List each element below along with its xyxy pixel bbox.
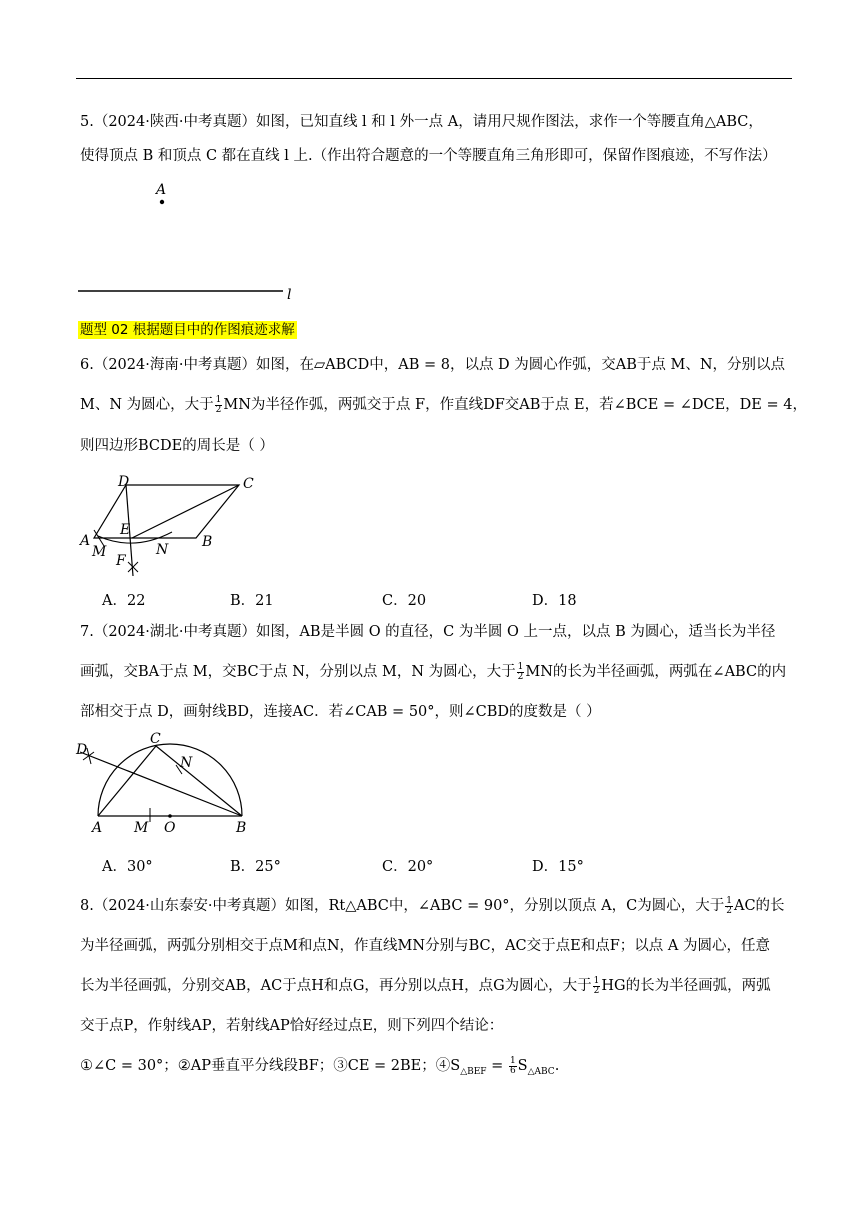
q7-frac-num: 1 (517, 661, 524, 672)
semicircle (98, 744, 242, 816)
q8-frac3-den: 6 (509, 1065, 516, 1076)
q7-figure (74, 730, 264, 842)
q7-frac-den: 2 (517, 671, 524, 682)
segment-ce (132, 485, 239, 538)
q8-line5-part1: ①∠C = 30°；②AP垂直平分线段BF；③CE = 2BE；④S (80, 1058, 461, 1074)
q8-frac1-den: 2 (726, 905, 732, 916)
q8-frac2-den: 2 (593, 985, 600, 996)
q8-line3-part2: HG的长为半径画弧，两弧 (601, 978, 771, 994)
q6-figure (76, 468, 276, 580)
q7-label-c: C (150, 731, 161, 747)
q7-option-b[interactable]: B．25° (230, 859, 281, 875)
q8-frac2-num: 1 (593, 975, 600, 986)
q6-frac-den: 2 (215, 404, 222, 415)
header-rule (76, 78, 792, 79)
q7-text-line2 (80, 662, 786, 682)
q7-label-m: M (134, 820, 149, 836)
q8-line5-s: S (517, 1058, 528, 1074)
section-heading (78, 320, 297, 340)
q8-subscript-bef: △BEF (460, 1066, 487, 1077)
q8-text-line1 (80, 896, 785, 916)
q8-text-line2: 为半径画弧，两弧分别相交于点M和点N，作直线MN分别与BC，AC交于点E和点F；以点 A 为圆心，任意 (80, 938, 770, 954)
q6-label-e: E (120, 522, 131, 538)
q8-line5-equals: = (486, 1058, 508, 1074)
q8-frac1-num: 1 (726, 895, 732, 906)
q8-fraction-2 (593, 977, 601, 996)
q7-label-n: N (180, 755, 193, 771)
q6-label-a: A (80, 533, 91, 549)
q6-option-b[interactable]: B．21 (230, 593, 274, 609)
q8-text-line4: 交于点P，作射线AP，若射线AP恰好经过点E，则下列四个结论： (80, 1018, 504, 1034)
q6-text-line3: 则四边形BCDE的周长是（ ） (80, 438, 274, 454)
q8-fraction-3 (509, 1057, 517, 1076)
q6-label-m: M (92, 544, 107, 560)
q7-line2-part2: MN的长为半径画弧，两弧在∠ABC的内 (525, 664, 787, 680)
parallelogram-abcd (94, 485, 239, 538)
q6-fraction (215, 396, 223, 415)
q8-text-line5 (80, 1056, 559, 1082)
q7-label-d: D (76, 742, 88, 758)
q8-text-line3 (80, 976, 771, 996)
q8-line1-part2: AC的长 (733, 898, 785, 914)
q8-fraction-1 (725, 897, 733, 916)
q7-option-d[interactable]: D．15° (532, 859, 584, 875)
q8-line1-part1: 8.（2024·山东泰安·中考真题）如图，Rt△ABC中，∠ABC = 90°，分别以顶点 A，C为圆心，大于 (80, 898, 725, 914)
point-a-dot (160, 200, 164, 204)
segment-bc (156, 746, 242, 816)
q8-line3-part1: 长为半径画弧，分别交AB，AC于点H和点G，再分别以点H，点G为圆心，大于 (80, 978, 592, 994)
center-o (168, 814, 172, 818)
q6-option-d[interactable]: D．18 (532, 593, 577, 609)
q7-line2-part1: 画弧，交BA于点 M，交BC于点 N，分别以点 M，N 为圆心，大于 (80, 664, 516, 680)
q5-figure (70, 176, 310, 306)
q6-text-line2 (80, 395, 807, 415)
q5-label-l: l (287, 287, 292, 303)
q6-line2-part2: MN为半径作弧，两弧交于点 F，作直线DF交AB于点 E，若∠BCE = ∠DCE，DE = 4， (223, 397, 807, 413)
q6-label-c: C (243, 476, 254, 492)
q7-label-a: A (92, 820, 103, 836)
q6-label-d: D (118, 474, 130, 490)
q7-option-c[interactable]: C．20° (382, 859, 434, 875)
q5-text-line1: 5.（2024·陕西·中考真题）如图，已知直线 l 和 l 外一点 A，请用尺规作图法，求作一个等腰直角△ABC， (80, 114, 763, 130)
q8-line5-end: . (554, 1058, 560, 1074)
q6-text-line1: 6.（2024·海南·中考真题）如图，在▱ABCD中，AB = 8，以点 D 为圆心作弧，交AB于点 M、N，分别以点 (80, 357, 786, 373)
q6-label-n: N (156, 542, 169, 558)
q7-text-line1: 7.（2024·湖北·中考真题）如图，AB是半圆 O 的直径，C 为半圆 O 上一点，以点 B 为圆心，适当长为半径 (80, 624, 776, 640)
q6-line2-part1: M、N 为圆心，大于 (80, 397, 214, 413)
q5-text-line2: 使得顶点 B 和顶点 C 都在直线 l 上.（作出符合题意的一个等腰直角三角形即可，保留作图痕迹，不写作法） (80, 148, 777, 164)
section-title: 题型 02 根据题目中的作图痕迹求解 (80, 322, 295, 338)
q6-option-a[interactable]: A．22 (102, 593, 146, 609)
q7-option-a[interactable]: A．30° (102, 859, 153, 875)
q8-subscript-abc: △ABC (527, 1066, 555, 1077)
q6-option-c[interactable]: C．20 (382, 593, 427, 609)
q7-text-line3: 部相交于点 D，画射线BD，连接AC．若∠CAB = 50°，则∠CBD的度数是（ ） (80, 704, 601, 720)
q6-frac-num: 1 (215, 394, 222, 405)
q7-label-b: B (236, 820, 247, 836)
q7-label-o: O (164, 820, 176, 836)
q6-label-f: F (116, 553, 126, 569)
q8-frac3-num: 1 (509, 1055, 516, 1066)
q5-label-a: A (156, 182, 167, 198)
q6-label-b: B (202, 534, 213, 550)
q7-fraction (517, 663, 525, 682)
